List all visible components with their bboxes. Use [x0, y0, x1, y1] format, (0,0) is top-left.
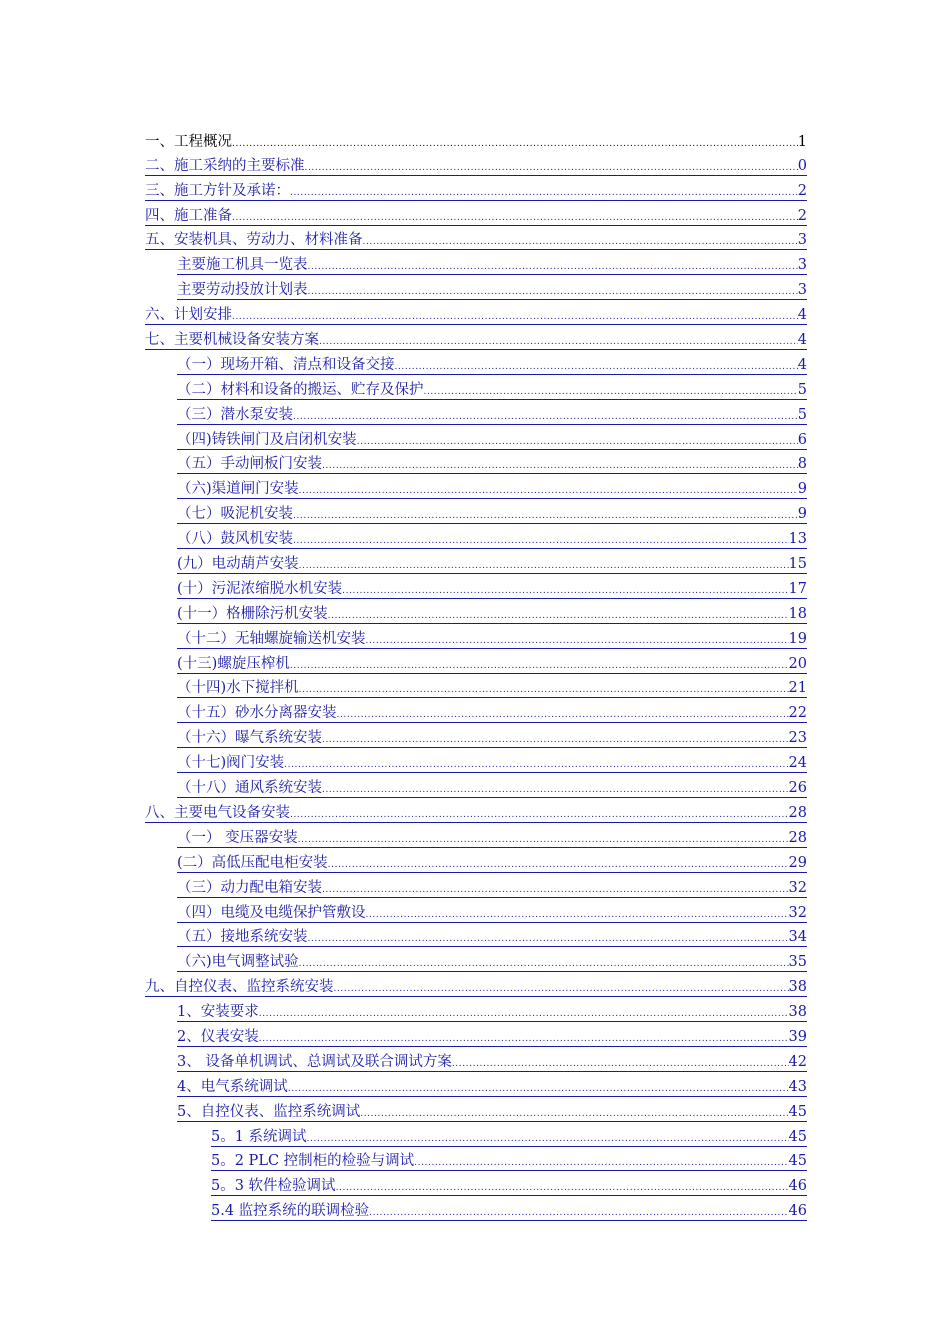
toc-dot-leader: [336, 1177, 789, 1196]
toc-entry[interactable]: [145, 773, 807, 798]
toc-entry[interactable]: [145, 599, 807, 624]
toc-page-number: 29: [788, 854, 807, 871]
toc-dot-leader: [290, 804, 789, 823]
toc-dot-leader: [319, 331, 798, 350]
toc-entry-label: (十三)螺旋压榨机: [177, 655, 290, 672]
toc-entry-label: 三、施工方针及承诺：: [145, 182, 290, 199]
toc-dot-leader: [308, 256, 798, 275]
toc-page-number: 32: [788, 904, 807, 921]
toc-entry[interactable]: [145, 823, 807, 848]
toc-entry-label: （三）动力配电箱安装: [177, 879, 322, 896]
toc-dot-leader: [322, 879, 789, 898]
toc-page-number: 17: [788, 580, 807, 597]
toc-dot-leader: [298, 829, 789, 848]
toc-entry-label: 5。1 系统调试: [211, 1128, 307, 1145]
toc-dot-leader: [299, 480, 798, 499]
toc-entry-label: 5、自控仪表、监控系统调试: [177, 1103, 361, 1120]
toc-entry-label: 六、计划安排: [145, 307, 232, 324]
toc-page-number: 4: [797, 332, 807, 349]
toc-entry-label: 2、仪表安装: [177, 1028, 259, 1045]
toc-entry[interactable]: [145, 176, 807, 201]
toc-entry-label: （五）手动闸板门安装: [177, 456, 322, 473]
toc-page-number: 26: [788, 780, 807, 797]
toc-entry[interactable]: [145, 1196, 807, 1221]
toc-dot-leader: [293, 530, 789, 549]
toc-page-number: 9: [797, 506, 807, 523]
toc-dot-leader: [369, 1202, 788, 1221]
toc-page-number: 18: [788, 605, 807, 622]
toc-entry[interactable]: [145, 873, 807, 898]
toc-entry-label: 3、 设备单机调试、总调试及联合调试方案: [177, 1053, 452, 1070]
toc-entry-label: 主要劳动投放计划表: [177, 282, 308, 299]
toc-dot-leader: [363, 231, 798, 250]
toc-entry-label: （一） 变压器安装: [177, 829, 298, 846]
toc-page-number: 46: [788, 1203, 807, 1220]
toc-dot-leader: [414, 1152, 788, 1171]
toc-entry-label: (十）污泥浓缩脱水机安装: [177, 580, 343, 597]
toc-dot-leader: [299, 555, 789, 574]
toc-dot-leader: [232, 306, 798, 325]
toc-entry-label: 九、自控仪表、监控系统安装: [145, 979, 334, 996]
toc-entry-label: （六)渠道闸门安装: [177, 481, 299, 498]
toc-entry-label: （十四)水下搅拌机: [177, 680, 299, 697]
toc-dot-leader: [308, 281, 798, 300]
toc-entry[interactable]: [145, 723, 807, 748]
toc-page-number: 3: [797, 257, 807, 274]
toc-entry[interactable]: [145, 226, 807, 251]
toc-entry: [145, 126, 807, 151]
toc-dot-leader: [366, 904, 789, 923]
toc-dot-leader: [328, 605, 789, 624]
toc-dot-leader: [328, 854, 789, 873]
toc-dot-leader: [259, 1028, 789, 1047]
toc-entry[interactable]: [145, 1147, 807, 1172]
toc-dot-leader: [290, 182, 798, 201]
toc-dot-leader: [334, 978, 789, 997]
toc-entry[interactable]: [145, 1022, 807, 1047]
toc-entry[interactable]: [145, 674, 807, 699]
toc-entry[interactable]: [145, 375, 807, 400]
toc-dot-leader: [360, 1103, 788, 1122]
toc-entry[interactable]: [145, 798, 807, 823]
toc-entry[interactable]: [145, 474, 807, 499]
toc-entry-label: （十八）通风系统安装: [177, 780, 322, 797]
toc-entry-label: （十五）砂水分离器安装: [177, 705, 337, 722]
toc-entry[interactable]: [145, 151, 807, 176]
toc-entry[interactable]: [145, 275, 807, 300]
toc-entry-label: 五、安装机具、劳动力、材料准备: [145, 232, 363, 249]
toc-dot-leader: [232, 207, 798, 226]
toc-entry[interactable]: [145, 848, 807, 873]
toc-entry[interactable]: [145, 250, 807, 275]
toc-entry-label: 5.4 监控系统的联调检验: [211, 1203, 370, 1220]
toc-page-number: 21: [788, 680, 807, 697]
toc-page-number: 8: [797, 456, 807, 473]
toc-entry-label: 八、主要电气设备安装: [145, 804, 290, 821]
toc-page-number: 46: [788, 1178, 807, 1195]
toc-page-number: 22: [788, 705, 807, 722]
toc-entry-label: （六)电气调整试验: [177, 954, 299, 971]
toc-dot-leader: [284, 754, 788, 773]
toc-dot-leader: [305, 157, 798, 176]
toc-dot-leader: [366, 630, 789, 649]
toc-entry[interactable]: [145, 1097, 807, 1122]
toc-page-number: 28: [788, 829, 807, 846]
toc-entry[interactable]: [145, 450, 807, 475]
toc-entry-label: （十七)阀门安装: [177, 755, 285, 772]
toc-page-number: 32: [788, 879, 807, 896]
toc-entry[interactable]: [145, 325, 807, 350]
toc-entry[interactable]: [145, 549, 807, 574]
toc-entry-label: （八）鼓风机安装: [177, 531, 293, 548]
toc-dot-leader: [307, 1128, 789, 1147]
toc-entry-label: （三）潜水泵安装: [177, 406, 293, 423]
toc-page-number: 39: [788, 1028, 807, 1045]
toc-page-number: 4: [797, 356, 807, 373]
toc-entry[interactable]: [145, 524, 807, 549]
toc-dot-leader: [452, 1053, 789, 1072]
toc-entry[interactable]: [145, 698, 807, 723]
toc-entry[interactable]: [145, 748, 807, 773]
toc-entry[interactable]: [145, 1171, 807, 1196]
toc-dot-leader: [424, 381, 798, 400]
toc-page-number: 3: [797, 232, 807, 249]
toc-page-number: 20: [788, 655, 807, 672]
toc-page-number: 19: [788, 630, 807, 647]
toc-entry[interactable]: [145, 574, 807, 599]
toc-entry-label: （一）现场开箱、清点和设备交接: [177, 356, 395, 373]
toc-dot-leader: [322, 455, 798, 474]
toc-entry[interactable]: [145, 923, 807, 948]
toc-entry-label: 七、主要机械设备安装方案: [145, 332, 319, 349]
toc-page-number: 15: [788, 556, 807, 573]
toc-page-number: 38: [788, 979, 807, 996]
toc-entry[interactable]: [145, 649, 807, 674]
toc-dot-leader: [337, 704, 789, 723]
toc-page-number: 45: [788, 1103, 807, 1120]
toc-entry[interactable]: [145, 898, 807, 923]
toc-entry[interactable]: [145, 1047, 807, 1072]
toc-page-number: 28: [788, 804, 807, 821]
toc-page-number: 45: [788, 1128, 807, 1145]
toc-entry-label: 5。2 PLC 控制柜的检验与调试: [211, 1153, 415, 1170]
toc-page-number: 38: [788, 1004, 807, 1021]
toc-entry-label: 一、工程概况: [145, 133, 232, 150]
toc-entry-label: 5。3 软件检验调试: [211, 1178, 336, 1195]
toc-page-number: 24: [788, 755, 807, 772]
toc-dot-leader: [288, 1078, 789, 1097]
toc-entry[interactable]: [145, 201, 807, 226]
toc-dot-leader: [299, 953, 789, 972]
toc-page-number: 1: [797, 133, 807, 150]
toc-entry-label: （五）接地系统安装: [177, 929, 308, 946]
toc-entry-label: 1、安装要求: [177, 1004, 259, 1021]
toc-entry-label: （四）电缆及电缆保护管敷设: [177, 904, 366, 921]
toc-entry[interactable]: [145, 350, 807, 375]
toc-dot-leader: [357, 431, 798, 450]
toc-page-number: 23: [788, 730, 807, 747]
toc-entry[interactable]: [145, 947, 807, 972]
toc-dot-leader: [293, 505, 798, 524]
toc-page-number: 13: [788, 531, 807, 548]
toc-page-number: 3: [797, 282, 807, 299]
toc-entry[interactable]: [145, 499, 807, 524]
toc-entry-label: （七）吸泥机安装: [177, 506, 293, 523]
toc-entry[interactable]: [145, 1122, 807, 1147]
toc-entry[interactable]: [145, 997, 807, 1022]
toc-dot-leader: [293, 406, 798, 425]
toc-entry[interactable]: [145, 425, 807, 450]
toc-page-number: 9: [797, 481, 807, 498]
toc-page-number: 34: [788, 929, 807, 946]
toc-entry-label: （四)铸铁闸门及启闭机安装: [177, 431, 357, 448]
toc-page-number: 4: [797, 307, 807, 324]
toc-dot-leader: [395, 356, 798, 375]
toc-entry-label: （二）材料和设备的搬运、贮存及保护: [177, 381, 424, 398]
toc-dot-leader: [290, 655, 789, 674]
toc-entry-label: （十二）无轴螺旋输送机安装: [177, 630, 366, 647]
toc-page-number: 45: [788, 1153, 807, 1170]
toc-dot-leader: [232, 133, 798, 151]
toc-dot-leader: [322, 729, 789, 748]
toc-entry-label: 4、电气系统调试: [177, 1078, 288, 1095]
toc-dot-leader: [308, 928, 789, 947]
toc-entry-label: (二）高低压配电柜安装: [177, 854, 328, 871]
toc-dot-leader: [342, 580, 788, 599]
toc-dot-leader: [322, 779, 789, 798]
toc-page-number: 43: [788, 1078, 807, 1095]
toc-entry-label: (九）电动葫芦安装: [177, 556, 299, 573]
toc-entry-label: (十一）格栅除污机安装: [177, 605, 328, 622]
toc-entry[interactable]: [145, 624, 807, 649]
toc-dot-leader: [299, 679, 789, 698]
toc-entry[interactable]: [145, 400, 807, 425]
toc-entry-label: （十六）曝气系统安装: [177, 730, 322, 747]
toc-entry[interactable]: [145, 972, 807, 997]
toc-page-number: 2: [797, 207, 807, 224]
toc-page-number: 0: [797, 157, 807, 174]
toc-dot-leader: [259, 1003, 789, 1022]
toc-page-number: 5: [797, 406, 807, 423]
toc-page-number: 35: [788, 954, 807, 971]
toc-page-number: 42: [788, 1053, 807, 1070]
toc-page-number: 6: [797, 431, 807, 448]
toc-page-number: 2: [797, 182, 807, 199]
toc-entry[interactable]: [145, 1072, 807, 1097]
toc-entry-label: 二、施工采纳的主要标准: [145, 157, 305, 174]
toc-entry[interactable]: [145, 300, 807, 325]
toc-page-number: 5: [797, 381, 807, 398]
toc-entry-label: 主要施工机具一览表: [177, 257, 308, 274]
toc-entry-label: 四、施工准备: [145, 207, 232, 224]
table-of-contents: [145, 126, 807, 1221]
